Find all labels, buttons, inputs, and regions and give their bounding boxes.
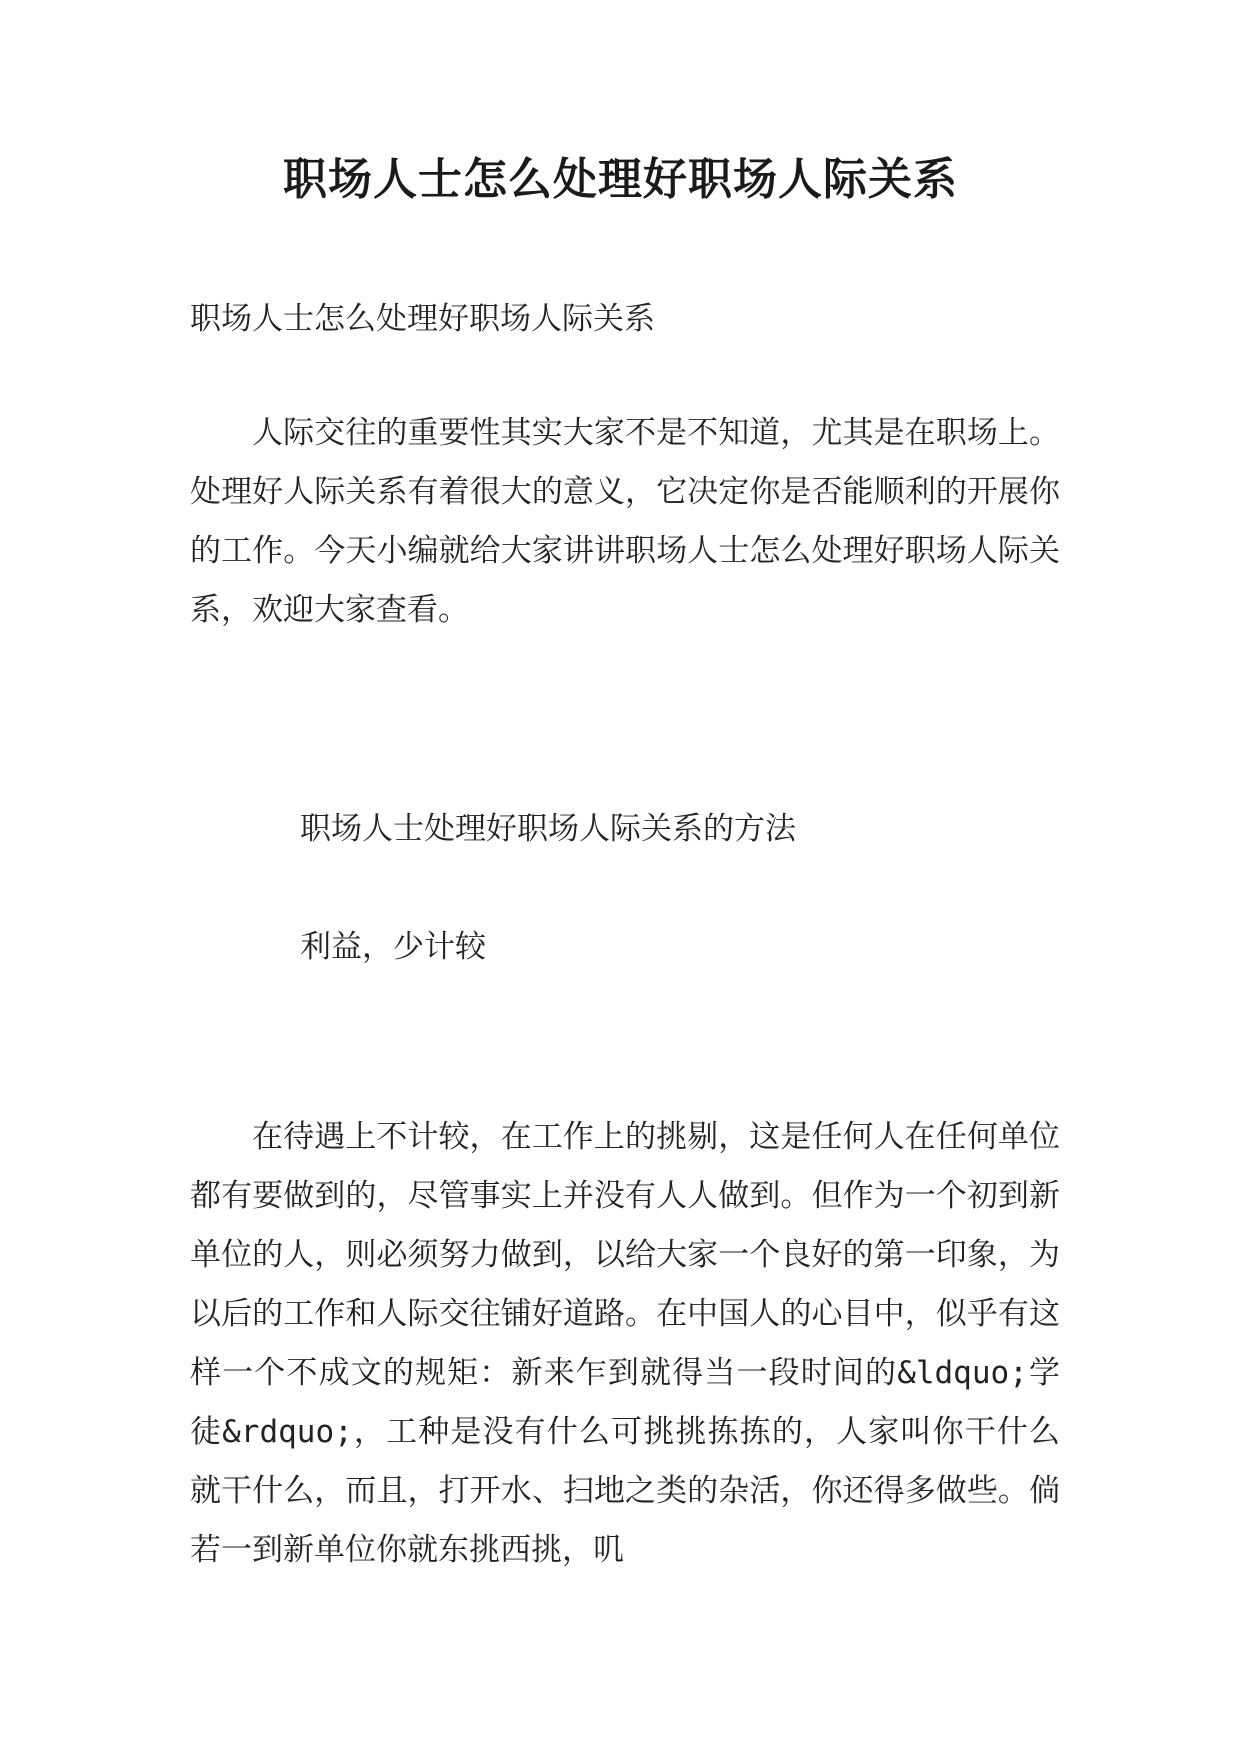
intro-paragraph: 人际交往的重要性其实大家不是不知道，尤其是在职场上。处理好人际关系有着很大的意义，它决定你是否能顺利的开展你的工作。今天小编就给大家讲讲职场人士怎么处理好职场人际关系，欢迎大家查看。 bbox=[190, 415, 1060, 628]
point-paragraph: 在待遇上不计较，在工作上的挑剔，这是任何人在任何单位都有要做到的，尽管事实上并没有人人做到。但作为一个初到新单位的人，则必须努力做到，以给大家一个良好的第一印象，为以后的工作和人际交往铺好道路。在中国人的心目中，似乎有这样一个不成文的规矩：新来乍到就得当一段时间的&ldquo;学徒&rdquo;，工种是没有什么可挑挑拣拣的，人家叫你干什么就干什么，而且，打开水、扫地之类的杂活，你还得多做些。倘若一到新单位你就东挑西挑，叽 bbox=[190, 1119, 1060, 1568]
document-title: 职场人士怎么处理好职场人际关系 bbox=[283, 154, 958, 205]
document-subtitle: 职场人士怎么处理好职场人际关系 bbox=[190, 301, 655, 337]
point-heading: 利益，少计较 bbox=[300, 929, 486, 965]
section-heading: 职场人士处理好职场人际关系的方法 bbox=[300, 811, 796, 847]
